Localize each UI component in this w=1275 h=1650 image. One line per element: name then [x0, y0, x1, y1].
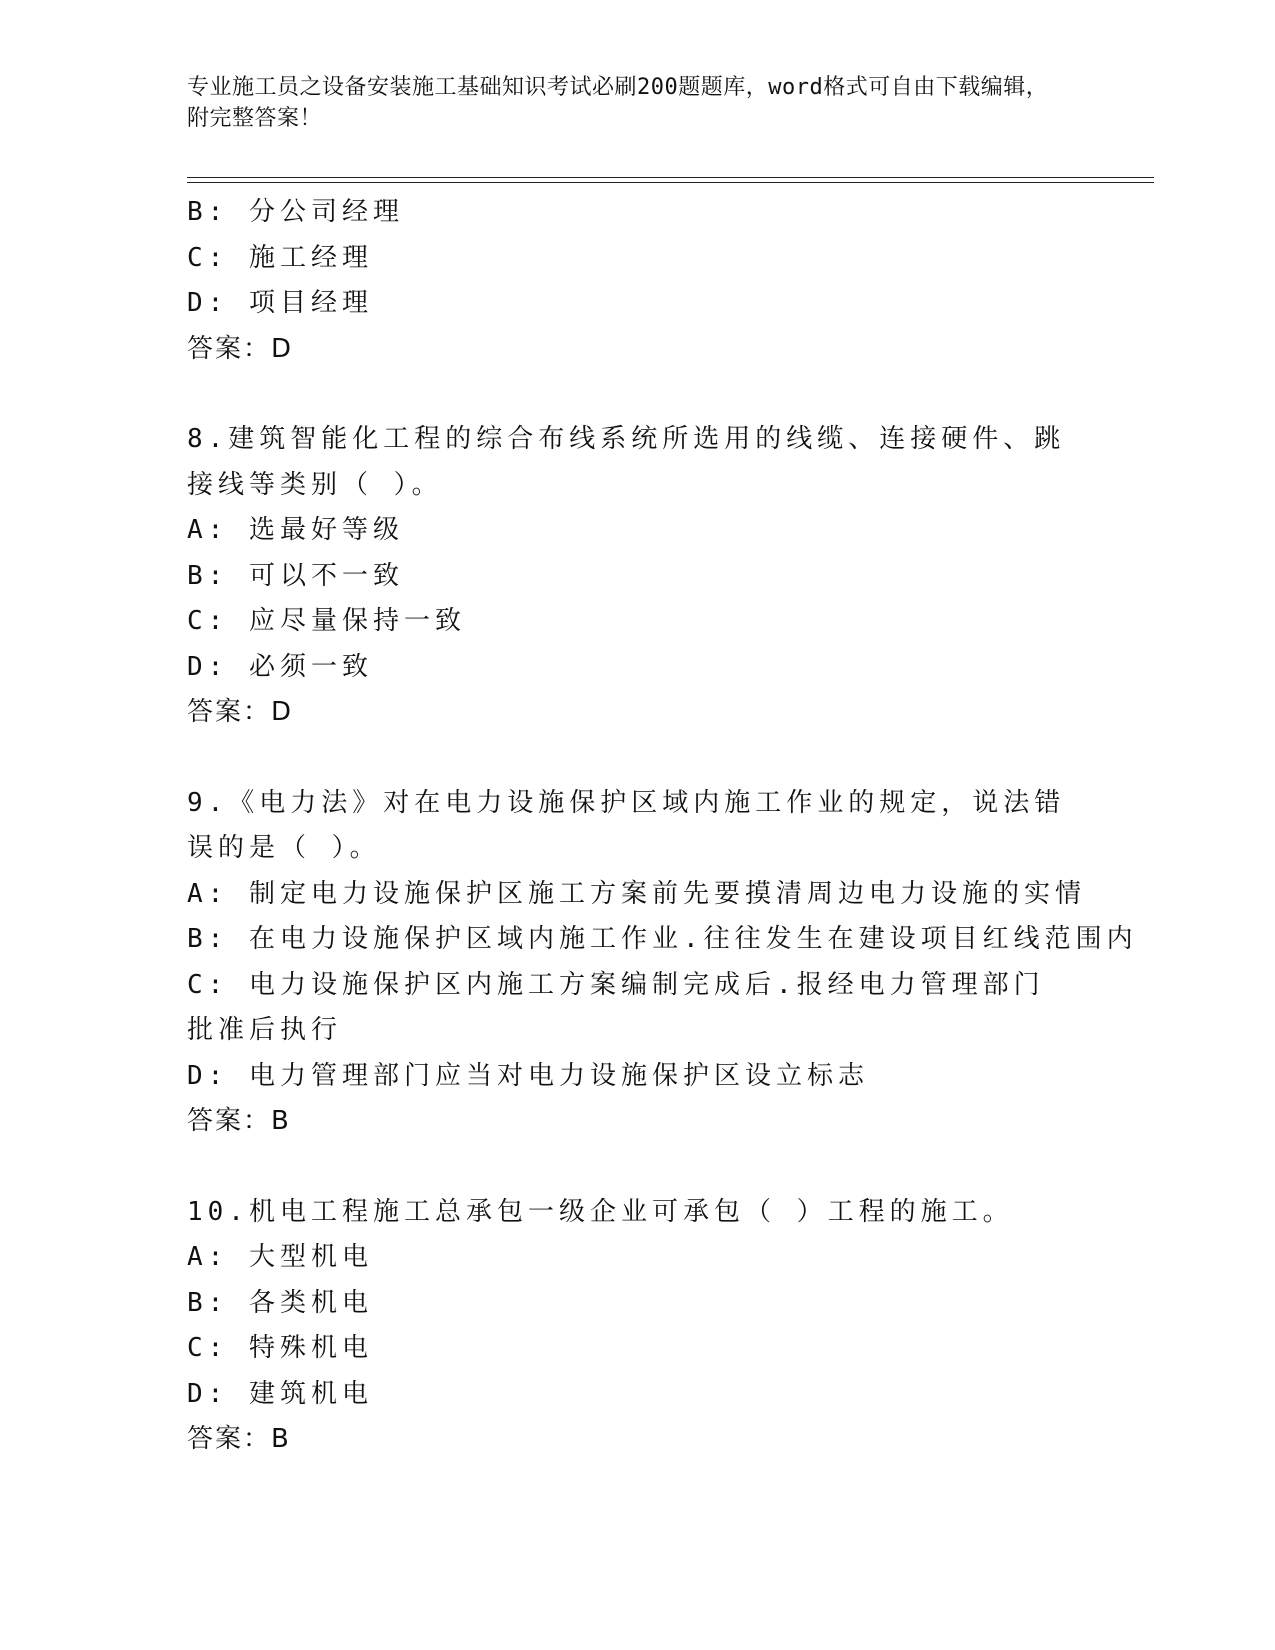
- option-c: C: 特殊机电: [187, 1333, 373, 1363]
- option-a: A: 大型机电: [187, 1242, 373, 1272]
- question-9: [187, 781, 1138, 1145]
- option-d: D: 项目经理: [187, 288, 373, 318]
- option-b: B: 在电力设施保护区域内施工作业.往往发生在建设项目红线范围内: [187, 924, 1138, 954]
- question-stem: 8.建筑智能化工程的综合布线系统所选用的线缆、连接硬件、跳接线等类别（ ）。: [187, 424, 1066, 500]
- option-c: C: 电力设施保护区内施工方案编制完成后.报经电力管理部门批准后执行: [187, 969, 1045, 1045]
- option-d: D: 电力管理部门应当对电力设施保护区设立标志: [187, 1060, 869, 1091]
- question-8: [187, 417, 1067, 736]
- question-7-continued: [187, 190, 1067, 372]
- answer-line: 答案：D: [187, 333, 294, 364]
- header-rule-top: [187, 177, 1154, 178]
- answer-line: 答案：B: [187, 1106, 291, 1136]
- question-stem: 10.机电工程施工总承包一级企业可承包（ ）工程的施工。: [187, 1196, 1014, 1227]
- question-stem: 9.《电力法》对在电力设施保护区域内施工作业的规定，说法错误的是（ ）。: [187, 787, 1066, 863]
- page-header: 专业施工员之设备安装施工基础知识考试必刷200题题库，word格式可自由下载编辑，附完整答案！: [187, 75, 1049, 131]
- option-a: A: 选最好等级: [187, 515, 404, 545]
- option-b: B: 可以不一致: [187, 560, 404, 591]
- answer-line: 答案：B: [187, 1424, 291, 1454]
- question-10: [187, 1190, 1067, 1463]
- option-d: D: 建筑机电: [187, 1378, 373, 1409]
- option-d: D: 必须一致: [187, 651, 373, 682]
- option-c: C: 应尽量保持一致: [187, 606, 466, 636]
- option-c: C: 施工经理: [187, 242, 373, 273]
- answer-line: 答案：D: [187, 697, 294, 727]
- header-rule-bottom: [187, 182, 1154, 183]
- question-list: [187, 190, 1138, 1463]
- option-b: B: 各类机电: [187, 1287, 373, 1318]
- option-b: B: 分公司经理: [187, 197, 404, 227]
- option-a: A: 制定电力设施保护区施工方案前先要摸清周边电力设施的实情: [187, 878, 1086, 909]
